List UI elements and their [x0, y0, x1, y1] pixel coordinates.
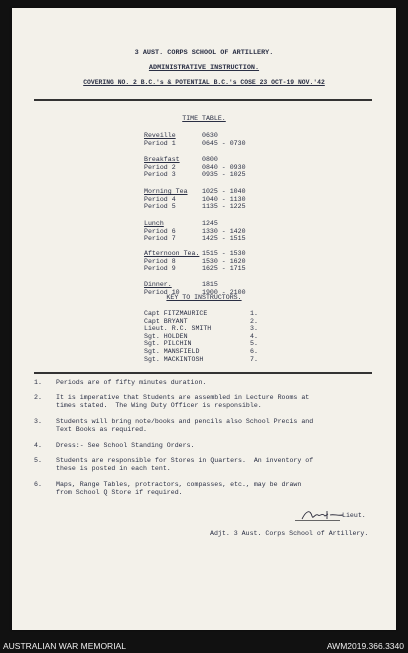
period-time: 1135 - 1225	[202, 203, 246, 211]
note-text: Students will bring note/books and pencils also School Precis and	[56, 418, 314, 425]
period-time: 1900 - 2100	[202, 288, 246, 296]
period-time: 0645 - 0730	[202, 139, 246, 147]
instructor-number: 7.	[250, 355, 258, 363]
period-label: Period 6	[144, 227, 176, 235]
signature-line	[295, 520, 340, 521]
timetable-heading: Lunch	[144, 220, 164, 227]
instructor-name: Capt BRYANT	[144, 317, 188, 325]
archive-footer	[0, 632, 408, 653]
note-text: times stated. The Wing Duty Officer is responsible.	[56, 401, 262, 409]
divider-top	[34, 99, 372, 101]
timetable-heading: Afternoon Tea.	[144, 250, 200, 257]
period-time: 1040 - 1130	[202, 195, 246, 203]
period-label: Period 8	[144, 257, 176, 265]
period-label: Period 2	[144, 163, 176, 171]
period-time: 1425 - 1515	[202, 235, 246, 243]
period-time: 1625 - 1715	[202, 265, 246, 273]
key-title: KEY TO INSTRUCTORS.	[166, 294, 242, 301]
period-time: 0840 - 0930	[202, 163, 246, 171]
instructor-name: Sgt. HOLDEN	[144, 332, 188, 340]
period-label: Period 9	[144, 265, 176, 273]
period-label: Period 1	[144, 139, 176, 147]
instructor-name: Sgt. MANSFIELD	[144, 348, 200, 355]
timetable-heading: Morning Tea	[144, 188, 188, 195]
note-text: Students are responsible for Stores in Quarters. An inventory of	[56, 457, 314, 464]
instructor-number: 1.	[250, 310, 258, 317]
period-time: 1245	[202, 220, 218, 227]
period-time: 1025 - 1040	[202, 188, 246, 195]
footer-catalog-id: AWM2019.366.3340	[326, 641, 404, 651]
instructor-name: Sgt. MACKINTOSH	[144, 355, 204, 363]
signature-rank: Lieut.	[342, 512, 366, 519]
period-time: 1530 - 1620	[202, 257, 246, 265]
signature-title: Adjt. 3 Aust. Corps School of Artillery.	[210, 530, 369, 537]
period-time: 0935 - 1025	[202, 171, 246, 179]
period-time: 1330 - 1420	[202, 227, 246, 235]
timetable-title: TIME TABLE.	[182, 115, 226, 122]
note-number: 1.	[34, 379, 42, 386]
note-text: from School Q Store if required.	[56, 488, 183, 496]
note-number: 2.	[34, 394, 42, 401]
instructor-number: 6.	[250, 348, 258, 355]
period-label: Period 10	[144, 288, 180, 296]
note-number: 4.	[34, 442, 42, 449]
note-text: It is imperative that Students are assembled in Lecture Rooms at	[56, 394, 310, 401]
timetable-heading: Breakfast	[144, 156, 180, 163]
instructor-number: 4.	[250, 332, 258, 340]
note-text: Text Books as required.	[56, 425, 148, 433]
instructor-name: Capt FITZMAURICE	[144, 310, 208, 317]
period-time: 0800	[202, 156, 218, 163]
instructor-number: 3.	[250, 325, 258, 333]
document-page	[12, 8, 396, 630]
timetable-heading: Dinner.	[144, 281, 172, 288]
instructor-number: 2.	[250, 317, 258, 325]
note-number: 6.	[34, 481, 42, 488]
timetable-heading: Reveille	[144, 132, 176, 139]
period-label: Period 7	[144, 235, 176, 243]
period-label: Period 5	[144, 203, 176, 211]
note-number: 3.	[34, 418, 42, 425]
note-text: Periods are of fifty minutes duration.	[56, 379, 207, 386]
header-line-1: 3 AUST. CORPS SCHOOL OF ARTILLERY.	[134, 49, 274, 57]
footer-source: AUSTRALIAN WAR MEMORIAL	[3, 641, 126, 651]
header-line-3: COVERING NO. 2 B.C.'s & POTENTIAL B.C.'s COSE 23 OCT-19 NOV.'42	[83, 79, 325, 86]
note-number: 5.	[34, 457, 42, 464]
note-text: these is posted in each tent.	[56, 464, 171, 472]
divider-bottom	[34, 372, 372, 374]
period-time: 1815	[202, 281, 218, 288]
instructor-name: Sgt. PILCHIN	[144, 340, 192, 348]
instructor-number: 5.	[250, 340, 258, 348]
note-text: Dress:- See School Standing Orders.	[56, 442, 195, 449]
note-text: Maps, Range Tables, protractors, compasses, etc., may be drawn	[56, 481, 302, 488]
period-label: Period 3	[144, 171, 176, 179]
period-time: 0630	[202, 132, 218, 139]
instructor-name: Lieut. R.C. SMITH	[144, 325, 212, 333]
header-line-2: ADMINISTRATIVE INSTRUCTION.	[148, 64, 260, 72]
period-label: Period 4	[144, 195, 176, 203]
period-time: 1515 - 1530	[202, 250, 246, 257]
